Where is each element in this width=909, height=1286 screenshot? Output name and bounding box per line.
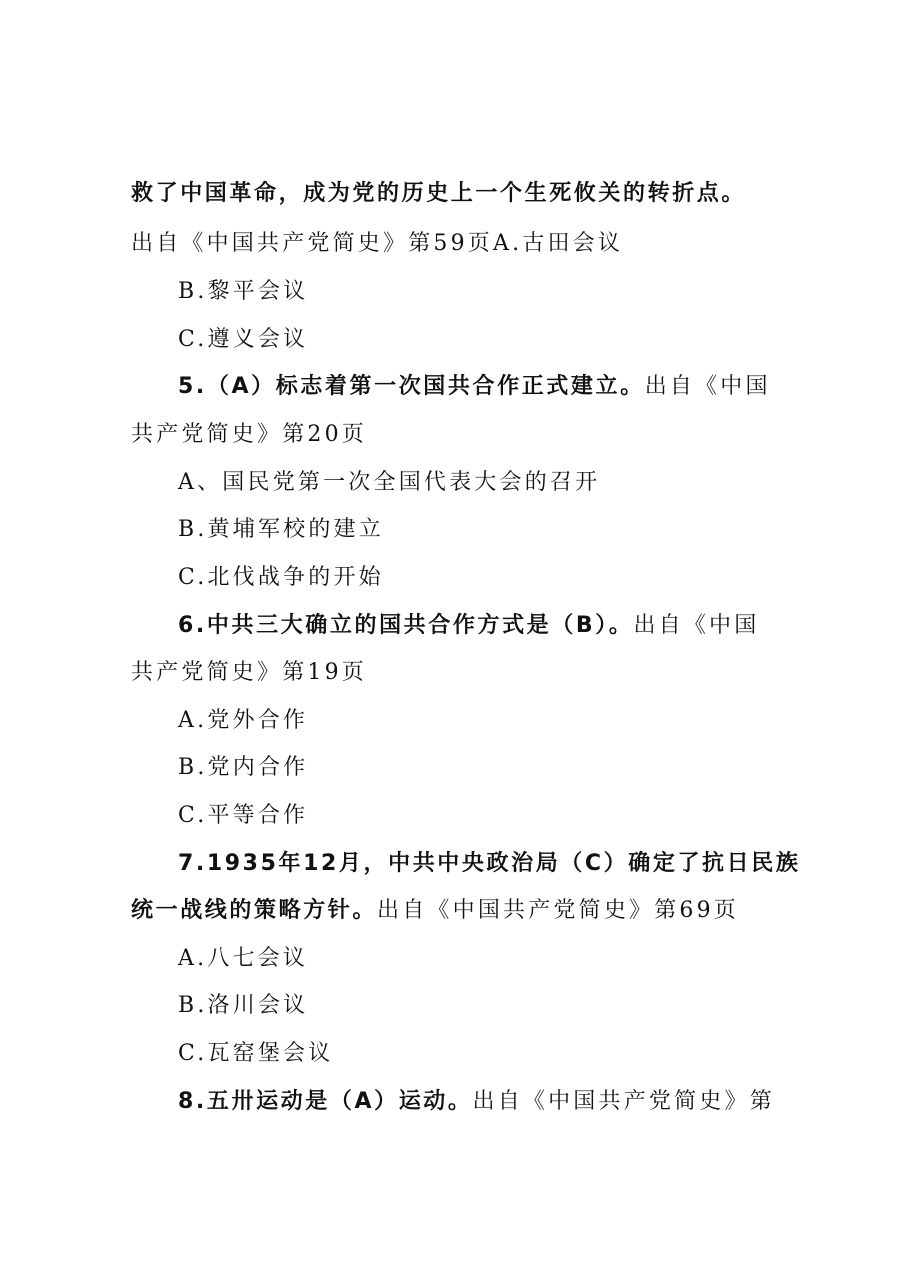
question-line xyxy=(178,1087,775,1117)
question-text: 7.1935年12月，中共中央政治局（C）确定了抗日民族 xyxy=(178,851,801,876)
option-line xyxy=(178,944,308,974)
option-line xyxy=(178,325,308,355)
source-text: 共产党简史》第19页 xyxy=(131,660,367,685)
bold-text: 救了中国革命，成为党的历史上一个生死攸关的转折点。 xyxy=(131,181,747,206)
option-line xyxy=(178,991,308,1021)
text-line xyxy=(131,229,623,259)
source-text: 出自《中国共产党简史》第 xyxy=(472,1089,775,1114)
option-text: B.黄埔军校的建立 xyxy=(178,517,384,542)
option-text: A、国民党第一次全国代表大会的召开 xyxy=(178,470,601,495)
question-text: 5.（A）标志着第一次国共合作正式建立。 xyxy=(178,374,645,399)
option-text: C.遵义会议 xyxy=(178,327,309,352)
option-line xyxy=(178,801,308,831)
question-line xyxy=(178,611,759,641)
option-text: A.党外合作 xyxy=(178,708,309,733)
option-text: A.八七会议 xyxy=(178,946,309,971)
option-text: B.黎平会议 xyxy=(178,279,309,304)
option-line xyxy=(178,277,308,307)
option-line xyxy=(178,1039,333,1069)
option-line xyxy=(178,706,308,736)
source-text: 出自《中国共产党简史》第69页 xyxy=(377,898,740,923)
text-line xyxy=(131,896,739,926)
option-line xyxy=(178,515,384,545)
source-text: 共产党简史》第20页 xyxy=(131,422,367,447)
question-text: 统一战线的策略方针。 xyxy=(131,898,378,923)
option-text: C.平等合作 xyxy=(178,803,309,828)
text-line xyxy=(131,420,367,450)
source-text: 出自《中国 xyxy=(644,374,771,399)
question-line xyxy=(178,372,771,402)
option-text: C.北伐战争的开始 xyxy=(178,565,384,590)
text-line xyxy=(131,658,367,688)
question-line xyxy=(178,849,800,879)
source-text: 出自《中国共产党简史》第59页A.古田会议 xyxy=(131,231,624,256)
option-text: C.瓦窑堡会议 xyxy=(178,1041,334,1066)
option-text: B.党内合作 xyxy=(178,755,309,780)
question-text: 6.中共三大确立的国共合作方式是（B）。 xyxy=(178,613,634,638)
option-line xyxy=(178,468,600,498)
option-line xyxy=(178,563,384,593)
option-line xyxy=(178,753,308,783)
source-text: 出自《中国 xyxy=(633,613,760,638)
option-text: B.洛川会议 xyxy=(178,993,309,1018)
question-text: 8.五卅运动是（A）运动。 xyxy=(178,1089,473,1114)
text-line xyxy=(131,179,746,209)
